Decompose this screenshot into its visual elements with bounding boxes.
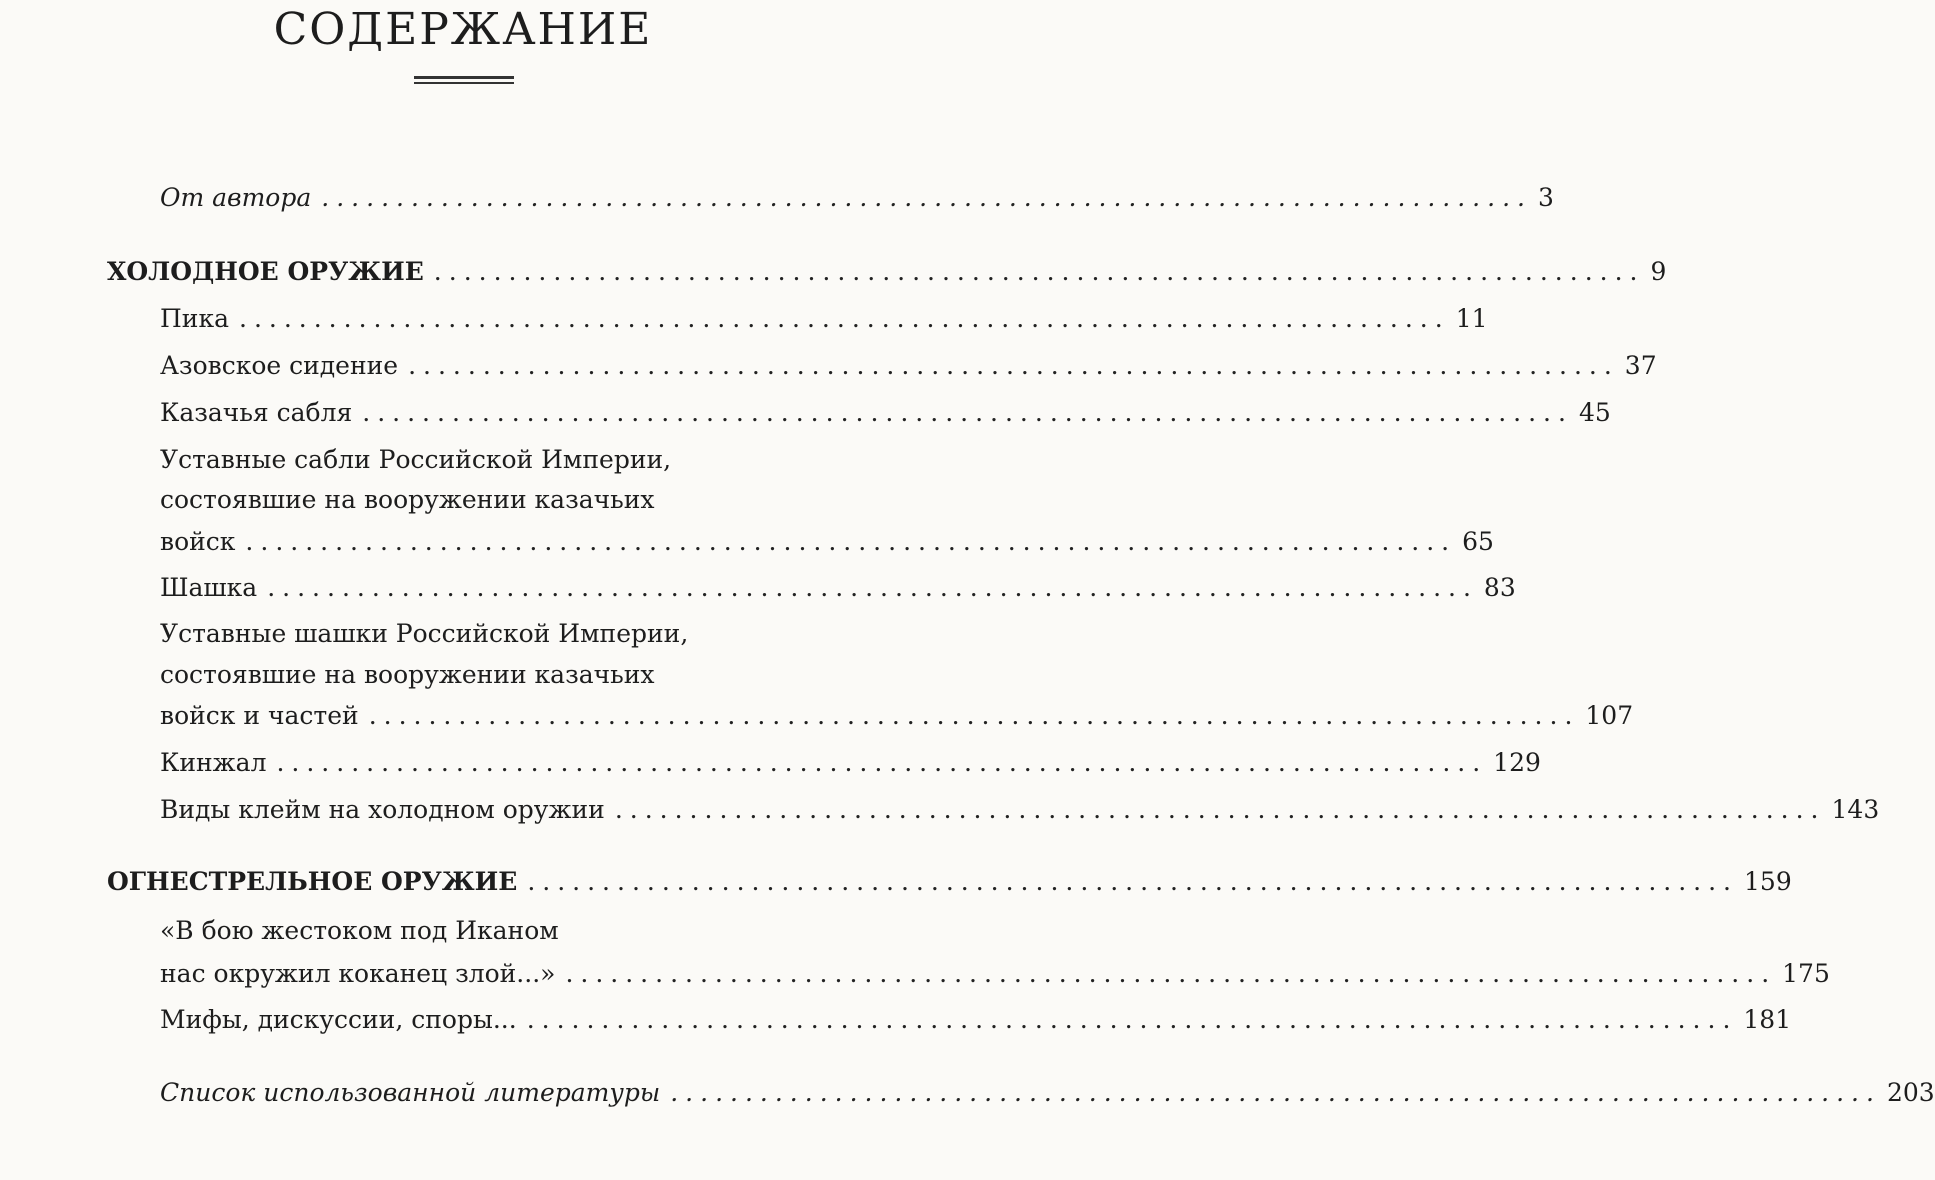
dot-leader: ................................................................................. <box>239 304 1450 333</box>
toc-entry-text: Казачья сабля <box>160 398 353 427</box>
toc-entry-text: Пика <box>160 304 229 333</box>
toc-entry-text: От автора <box>160 183 312 212</box>
toc-entry-kinzhal[interactable] <box>160 747 1541 779</box>
toc-page-number: 83 <box>1483 573 1516 602</box>
toc-entry-text: Кинжал <box>160 748 267 777</box>
toc-page-number: 203 <box>1886 1078 1935 1107</box>
toc-entry-line[interactable]: состоявшие на вооружении казачьих <box>160 485 655 514</box>
toc-page-number: 65 <box>1462 527 1494 556</box>
dot-leader: ................................................................................. <box>526 1005 1738 1034</box>
dot-leader: ................................................................................. <box>368 701 1580 730</box>
page-title: СОДЕРЖАНИЕ <box>273 4 653 55</box>
dot-leader: ................................................................................. <box>276 748 1488 777</box>
toc-section-text: ХОЛОДНОЕ ОРУЖИЕ <box>107 257 424 286</box>
toc-page-number: 129 <box>1493 748 1541 777</box>
toc-page-number: 9 <box>1650 257 1667 286</box>
dot-leader: ................................................................................. <box>614 795 1826 824</box>
toc-entry-literature[interactable] <box>160 1077 1935 1109</box>
toc-section-cold-weapons[interactable] <box>107 256 1667 288</box>
title-double-rule <box>414 76 514 86</box>
toc-entry-ikan[interactable] <box>160 958 1830 990</box>
toc-entry-shashka[interactable] <box>160 572 1516 604</box>
toc-entry-text: Шашка <box>160 573 258 602</box>
toc-page-number: 11 <box>1455 304 1488 333</box>
dot-leader: ................................................................................. <box>321 183 1532 212</box>
toc-page-number: 37 <box>1624 351 1657 380</box>
toc-page-number: 181 <box>1743 1005 1792 1034</box>
toc-section-firearms[interactable] <box>107 866 1792 898</box>
toc-entry-line[interactable]: Уставные сабли Российской Империи, <box>160 445 672 474</box>
toc-entry-text: войск <box>160 527 236 556</box>
dot-leader: ................................................................................. <box>267 573 1478 602</box>
dot-leader: ................................................................................. <box>245 527 1457 556</box>
dot-leader: ................................................................................. <box>527 867 1739 896</box>
toc-entry-sablya[interactable] <box>160 397 1611 429</box>
toc-entry-text: Мифы, дискуссии, споры... <box>160 1005 517 1034</box>
toc-entry-shashki-ustav[interactable] <box>160 700 1634 732</box>
toc-page-number: 175 <box>1782 959 1830 988</box>
toc-page-number: 107 <box>1585 701 1634 730</box>
toc-page-number: 3 <box>1537 183 1554 212</box>
toc-section-text: ОГНЕСТРЕЛЬНОЕ ОРУЖИЕ <box>107 867 518 896</box>
toc-entry-sabli-ustav[interactable] <box>160 526 1494 558</box>
toc-entry-pika[interactable] <box>160 303 1488 335</box>
toc-entry-azov[interactable] <box>160 350 1657 382</box>
toc-entry-text: Азовское сидение <box>160 351 399 380</box>
toc-entry-text: Список использованной литературы <box>160 1078 661 1107</box>
dot-leader: ................................................................................. <box>670 1078 1881 1107</box>
dot-leader: ................................................................................. <box>408 351 1619 380</box>
toc-entry-text: Виды клейм на холодном оружии <box>160 795 605 824</box>
dot-leader: ................................................................................. <box>362 398 1573 427</box>
toc-page-number: 143 <box>1831 795 1880 824</box>
toc-entry-line[interactable]: состоявшие на вооружении казачьих <box>160 660 655 689</box>
toc-entry-kleima[interactable] <box>160 794 1880 826</box>
dot-leader: ................................................................................. <box>433 257 1645 286</box>
toc-page-number: 159 <box>1744 867 1792 896</box>
toc-entry-myths[interactable] <box>160 1004 1792 1036</box>
dot-leader: ................................................................................. <box>565 959 1777 988</box>
toc-page-number: 45 <box>1578 398 1611 427</box>
toc-entry-author[interactable] <box>160 182 1554 214</box>
toc-entry-line[interactable]: Уставные шашки Российской Империи, <box>160 619 689 648</box>
toc-entry-line[interactable]: «В бою жестоком под Иканом <box>160 916 559 945</box>
toc-entry-text: нас окружил коканец злой...» <box>160 959 556 988</box>
toc-entry-text: войск и частей <box>160 701 359 730</box>
